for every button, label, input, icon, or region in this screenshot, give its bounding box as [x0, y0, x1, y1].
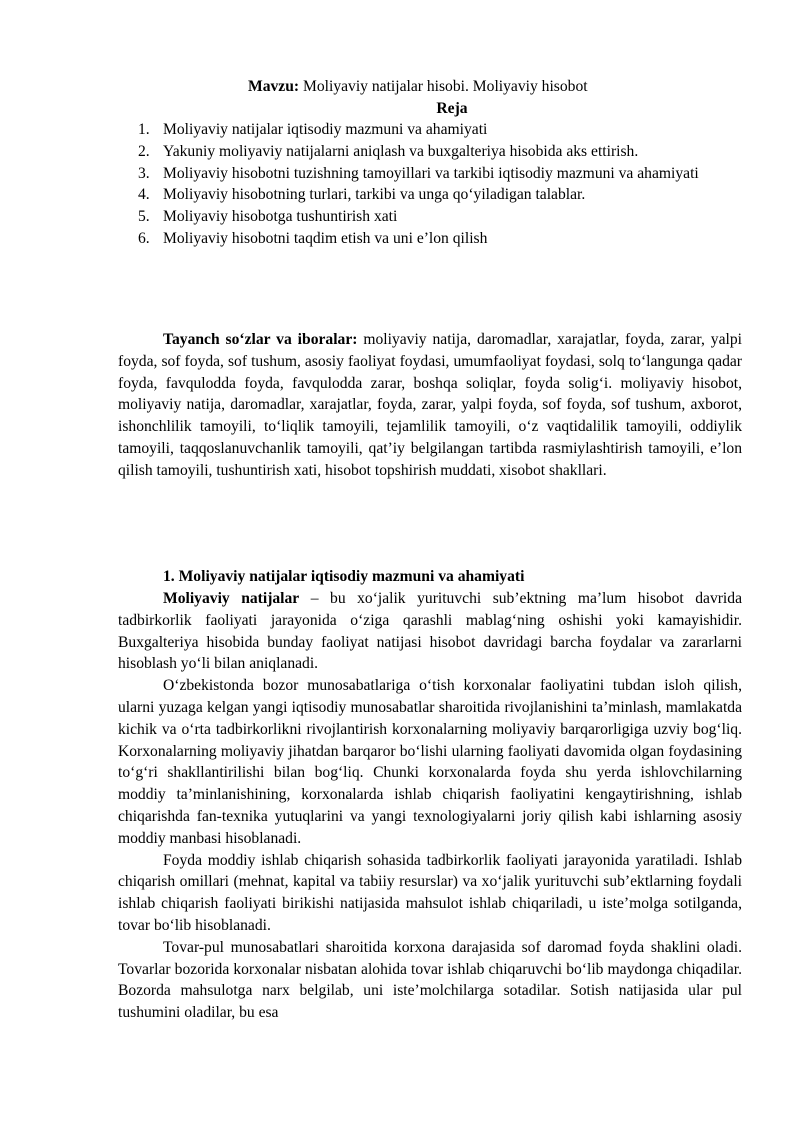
- plan-heading: Reja: [436, 100, 468, 117]
- plan-item: [118, 141, 742, 163]
- topic-text: Moliyaviy natijalar hisobi. Moliyaviy hisobot: [299, 78, 588, 95]
- plan-item-number: 5.: [138, 208, 150, 226]
- plan-item-text: Yakuniy moliyaviy natijalarni aniqlash va buxgalteriya hisobida aks ettirish.: [163, 142, 639, 160]
- section-body: [118, 588, 742, 1024]
- keywords-paragraph: [118, 329, 742, 482]
- plan-item: [118, 163, 742, 185]
- plan-item-text: Moliyaviy hisobotning turlari, tarkibi va unga qo‘yiladigan talablar.: [163, 186, 586, 204]
- plan-item-number: 4.: [138, 186, 150, 204]
- plan-item: [118, 206, 742, 228]
- plan-item-text: Moliyaviy hisobotga tushuntirish xati: [163, 208, 398, 226]
- plan-item-number: 6.: [138, 229, 150, 247]
- topic-title: [248, 76, 588, 98]
- plan-item: [118, 184, 742, 206]
- keywords-label: Tayanch so‘zlar va iboralar:: [163, 331, 358, 348]
- plan-item-text: Moliyaviy hisobotni tuzishning tamoyillari va tarkibi iqtisodiy mazmuni va ahamiyati: [163, 164, 699, 182]
- definition-text: – bu xo‘jalik yurituvchi sub’ektning ma’lum hisobot davrida tadbirkorlik faoliyati jarayonida o‘ziga qarashli mablag‘ning oshishi yoki kamayishidir. Buxgalteriya hisobida bunday faoliyat natijasi hisobot davridagi barcha foydalar va zararlarni hisoblash yo‘li bilan aniqlanadi.: [118, 590, 742, 673]
- plan-item-number: 3.: [138, 164, 150, 182]
- plan-item: [118, 119, 742, 141]
- body-paragraph: O‘zbekistonda bozor munosabatlariga o‘tish korxonalar faoliyatini tubdan isloh qilish, ularni yuzaga kelgan yangi iqtisodiy munosabatlar sharoitida rivojlanishini ta’minlash, mamlakatda kichik va o‘rta tadbirkorlikni rivojlantirish korxonalarning moliyaviy barqarorligiga uzviy bog‘liq. Korxonalarning moliyaviy jihatdan barqaror bo‘lishi ularning faoliyati davomida olgan foydasining to‘g‘ri shakllantirilishi bilan bog‘liq. Chunki korxonalarda foyda shu yerda ishlovchilarning moddiy ta’minlanishining, korxonalarda ishlab chiqarish faoliyatini kengaytirishning, ishlab chiqarishda fan-texnika yutuqlarini va yangi texnologiyalarni joriy qilish kabi ishlarning asosiy moddiy manbasi hisoblanadi.: [118, 677, 742, 847]
- body-paragraph: Foyda moddiy ishlab chiqarish sohasida tadbirkorlik faoliyati jarayonida yaratiladi. Ishlab chiqarish omillari (mehnat, kapital va tabiiy resurslar) va xo‘jalik yurituvchi sub’ektlarning foydali ishlab chiqarish faoliyati birikishi natijasida mahsulot ishlab chiqariladi, u iste’molga sotilganda, tovar bo‘lib hisoblanadi.: [118, 851, 742, 934]
- plan-item-number: 1.: [138, 121, 150, 138]
- plan-item: [118, 228, 742, 250]
- plan-item-text: Moliyaviy natijalar iqtisodiy mazmuni va ahamiyati: [163, 121, 488, 138]
- topic-label: Mavzu:: [248, 78, 300, 95]
- body-paragraph: [118, 588, 742, 675]
- plan-list: [118, 119, 742, 250]
- section-heading: 1. Moliyaviy natijalar iqtisodiy mazmuni va ahamiyati: [163, 568, 525, 585]
- plan-item-number: 2.: [138, 142, 150, 160]
- defined-term: Moliyaviy natijalar: [163, 590, 300, 607]
- body-paragraph: Tovar-pul munosabatlari sharoitida korxona darajasida sof daromad foyda shaklini oladi. Tovarlar bozorida korxonalar nisbatan alohida tovar ishlab chiqaruvchi bo‘lib maydonga chiqadilar. Bozorda mahsulotga narx belgilab, uni iste’molchilarga sotadilar. Sotish natijasida ular pul tushumini oladilar, bu esa: [118, 938, 742, 1022]
- keywords-text: moliyaviy natija, daromadlar, xarajatlar, foyda, zarar, yalpi foyda, sof foyda, sof tushum, asosiy faoliyat foydasi, umumfaoliyat foydasi, solq to‘langunga qadar foyda, favqulodda foyda, favqulodda zarar, boshqa soliqlar, foyda solig‘i. moliyaviy hisobot, moliyaviy natija, daromadlar, xarajatlar, foyda, zarar, yalpi foyda, sof foyda, sof tushum, axborot, ishonchlilik tamoyili, to‘liqlik tamoyili, tejamlilik tamoyili, o‘z vaqtidalilik tamoyili, oddiylik tamoyili, taqqoslanuvchanlik tamoyili, qat’iy belgilangan tartibda rasmiylashtirish tamoyili, e’lon qilish tamoyili, tushuntirish xati, hisobot topshirish muddati, xisobot shakllari.: [118, 331, 742, 479]
- plan-item-text: Moliyaviy hisobotni taqdim etish va uni e’lon qilish: [163, 229, 488, 247]
